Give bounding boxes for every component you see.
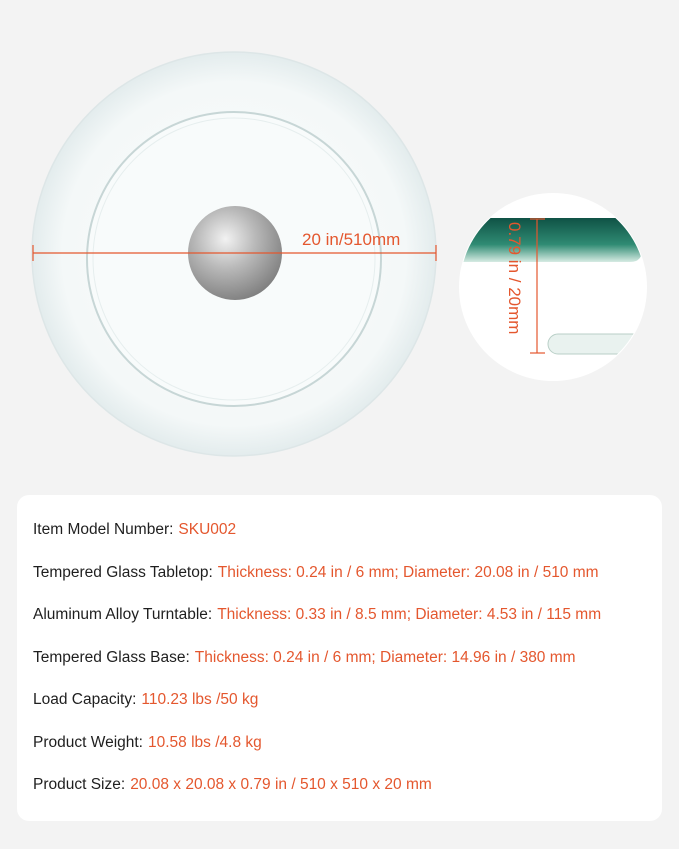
- spec-row-size: [33, 773, 432, 797]
- spec-value: SKU002: [178, 521, 237, 538]
- spec-label: Item Model Number:: [33, 521, 174, 538]
- spec-row-weight: [33, 731, 262, 755]
- spec-label: Aluminum Alloy Turntable:: [33, 606, 213, 623]
- specifications-card: [17, 495, 662, 821]
- spec-row-tabletop: [33, 561, 599, 585]
- spec-row-model-number: [33, 518, 236, 542]
- thickness-label: 0.79 in / 20mm: [505, 222, 524, 335]
- spec-label: Product Weight:: [33, 734, 143, 751]
- spec-value: Thickness: 0.33 in / 8.5 mm; Diameter: 4.53 in / 115 mm: [217, 606, 602, 623]
- edge-zoom-inset: [440, 193, 679, 400]
- spec-value: Thickness: 0.24 in / 6 mm; Diameter: 20.08 in / 510 mm: [217, 564, 599, 581]
- spec-label: Product Size:: [33, 776, 126, 793]
- spec-value: 110.23 lbs /50 kg: [141, 691, 259, 708]
- spec-row-base: [33, 646, 576, 670]
- spec-label: Tempered Glass Tabletop:: [33, 564, 213, 581]
- spec-label: Tempered Glass Base:: [33, 649, 190, 666]
- diameter-label: 20 in/510mm: [302, 230, 401, 249]
- spec-row-load-capacity: [33, 688, 258, 712]
- spec-label: Load Capacity:: [33, 691, 137, 708]
- spec-value: 20.08 x 20.08 x 0.79 in / 510 x 510 x 20 mm: [130, 776, 432, 793]
- spec-value: Thickness: 0.24 in / 6 mm; Diameter: 14.96 in / 380 mm: [194, 649, 576, 666]
- spec-row-turntable: [33, 603, 601, 627]
- spec-value: 10.58 lbs /4.8 kg: [148, 734, 262, 751]
